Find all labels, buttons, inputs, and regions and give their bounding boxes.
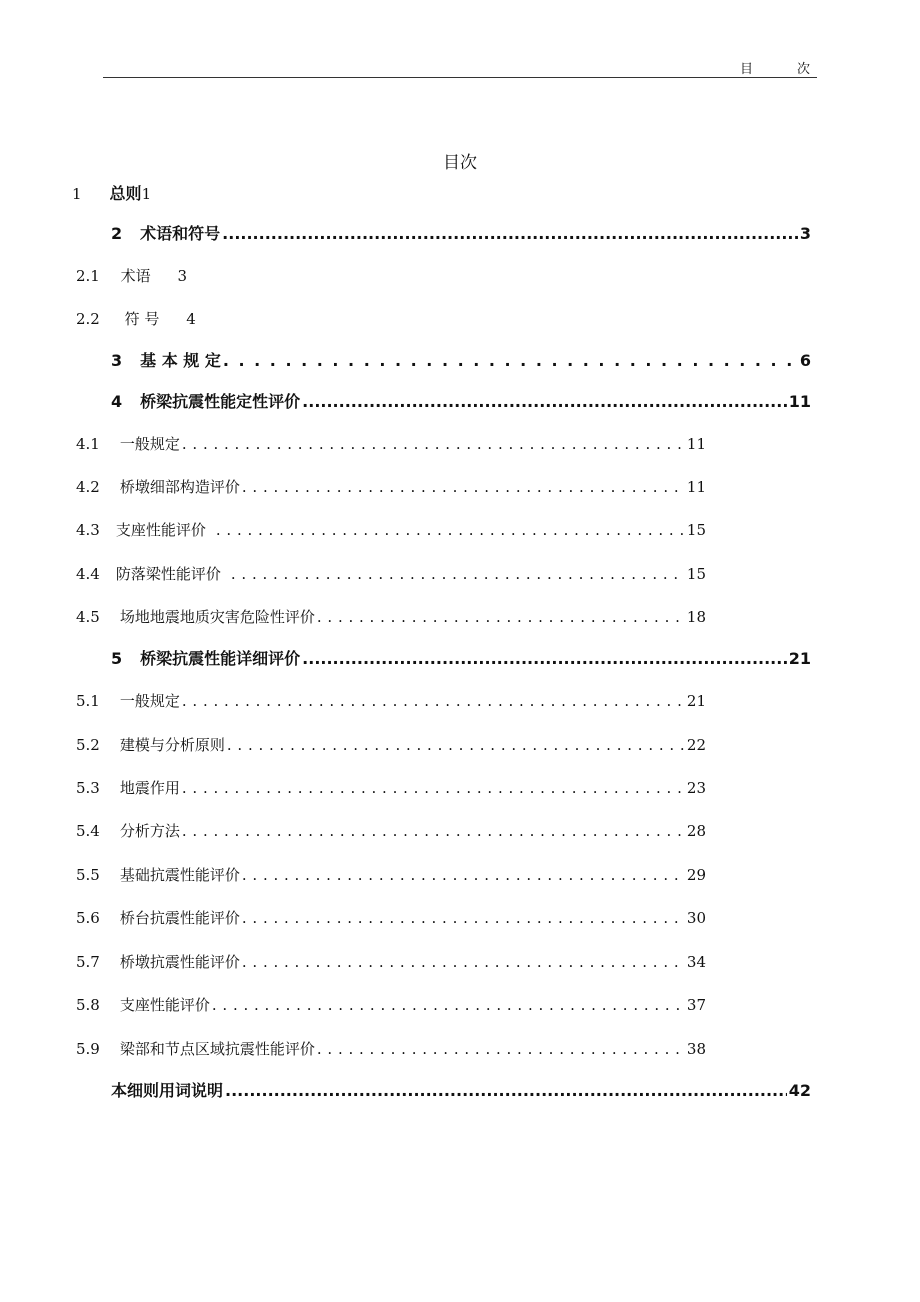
toc-entry-label: 建模与分析原则 (119, 736, 225, 754)
toc-entry-number: 4 (111, 392, 123, 411)
toc-entry-page: 1 (141, 185, 152, 203)
toc-entry-terms[interactable] (111, 1079, 811, 1103)
toc-entry-number: 3 (111, 351, 123, 370)
toc-entry-5-5[interactable] (76, 863, 706, 887)
running-header (740, 58, 810, 77)
toc-entry-label: 一般规定 (119, 435, 180, 453)
header-rule (103, 77, 817, 78)
toc-entry-number: 5.3 (76, 779, 100, 797)
toc-entry-label: 分析方法 (119, 822, 180, 840)
toc-entry-number: 4.1 (76, 435, 100, 453)
toc-entry-number: 4.2 (76, 478, 100, 496)
toc-entry-number: 2.2 (76, 310, 100, 328)
header-left: 目 (739, 62, 753, 77)
toc-entry-page: 23 (686, 779, 706, 797)
toc-entry-number: 5 (111, 649, 123, 668)
toc-entry-label: 术语 (120, 267, 151, 285)
toc-entry-label: 一般规定 (119, 692, 180, 710)
toc-entry-page: 4 (186, 310, 196, 328)
dot-leader (231, 562, 685, 586)
toc-entry-4-3[interactable] (76, 518, 706, 542)
toc-entry-number: 5.9 (76, 1040, 100, 1058)
dot-leader (227, 733, 685, 757)
toc-entry-page: 3 (799, 224, 811, 243)
toc-entry-label: 支座性能评价 (115, 521, 206, 539)
toc-entry-page: 18 (686, 608, 706, 626)
dot-leader (302, 647, 787, 671)
toc-entry-page: 22 (686, 736, 706, 754)
toc-entry-label: 桥梁抗震性能详细评价 (140, 649, 301, 668)
toc-entry-number: 5.2 (76, 736, 100, 754)
toc-entry-label: 桥梁抗震性能定性评价 (140, 392, 301, 411)
toc-entry-page: 3 (177, 267, 187, 285)
toc-entry-4-4[interactable] (76, 562, 706, 586)
dot-leader (222, 222, 798, 246)
dot-leader (242, 906, 685, 930)
toc-entry-label: 基础抗震性能评价 (119, 866, 240, 884)
toc-entry-2-2[interactable] (76, 307, 196, 331)
toc-entry-label: 术语和符号 (140, 224, 221, 243)
toc-entry-5-1[interactable] (76, 689, 706, 713)
toc-entry-label: 梁部和节点区域抗震性能评价 (119, 1040, 315, 1058)
toc-entry-number: 2 (111, 224, 123, 243)
toc-entry-number: 4.5 (76, 608, 100, 626)
toc-entry-page: 15 (686, 521, 706, 539)
toc-entry-5-8[interactable] (76, 993, 706, 1017)
dot-leader (182, 819, 685, 843)
toc-entry-page: 11 (686, 435, 706, 453)
toc-entry-label: 桥墩抗震性能评价 (119, 953, 240, 971)
toc-entry-label: 防落梁性能评价 (115, 565, 221, 583)
toc-entry-5-6[interactable] (76, 906, 706, 930)
toc-entry-number: 5.5 (76, 866, 100, 884)
toc-entry-number: 5.6 (76, 909, 100, 927)
toc-entry-label: 桥台抗震性能评价 (119, 909, 240, 927)
toc-entry-ch1[interactable] (72, 182, 151, 206)
dot-leader (317, 605, 685, 629)
toc-entry-page: 11 (686, 478, 706, 496)
dot-leader (225, 1079, 787, 1103)
toc-entry-page: 28 (686, 822, 706, 840)
toc-entry-page: 21 (788, 649, 811, 668)
toc-entry-4-2[interactable] (76, 475, 706, 499)
toc-entry-ch5[interactable] (111, 647, 811, 671)
dot-leader (242, 863, 685, 887)
toc-entry-page: 15 (686, 565, 706, 583)
toc-entry-page: 29 (686, 866, 706, 884)
toc-entry-label: 支座性能评价 (119, 996, 210, 1014)
toc-entry-label: 总则 (109, 184, 142, 203)
toc-entry-label: 本细则用词说明 (111, 1081, 224, 1100)
toc-entry-page: 11 (788, 392, 811, 411)
dot-leader (212, 993, 685, 1017)
toc-entry-label: 地震作用 (119, 779, 180, 797)
toc-entry-page: 34 (686, 953, 706, 971)
toc-title: 目次 (443, 153, 477, 173)
toc-entry-number: 5.8 (76, 996, 100, 1014)
toc-entry-page: 6 (799, 351, 811, 370)
toc-entry-2-1[interactable] (76, 264, 187, 288)
toc-entry-ch4[interactable] (111, 390, 811, 414)
toc-entry-page: 21 (686, 692, 706, 710)
toc-entry-page: 38 (686, 1040, 706, 1058)
toc-entry-number: 1 (72, 185, 82, 203)
toc-entry-label: 符 号 (124, 310, 160, 328)
toc-entry-page: 30 (686, 909, 706, 927)
toc-entry-number: 5.4 (76, 822, 100, 840)
dot-leader (317, 1037, 685, 1061)
toc-entry-number: 5.7 (76, 953, 100, 971)
toc-entry-number: 5.1 (76, 692, 100, 710)
toc-entry-number: 2.1 (76, 267, 100, 285)
toc-entry-5-9[interactable] (76, 1037, 706, 1061)
toc-entry-number: 4.3 (76, 521, 100, 539)
toc-entry-4-1[interactable] (76, 432, 706, 456)
dot-leader (242, 950, 685, 974)
dot-leader (223, 349, 798, 373)
toc-entry-label: 场地地震地质灾害危险性评价 (119, 608, 315, 626)
toc-entry-5-3[interactable] (76, 776, 706, 800)
toc-entry-page: 42 (788, 1081, 811, 1100)
toc-entry-5-2[interactable] (76, 733, 706, 757)
toc-entry-ch2[interactable] (111, 222, 811, 246)
toc-entry-number: 4.4 (76, 565, 100, 583)
toc-entry-5-4[interactable] (76, 819, 706, 843)
toc-entry-page: 37 (686, 996, 706, 1014)
toc-entry-label: 基 本 规 定 (140, 351, 221, 370)
header-right: 次 (796, 62, 810, 77)
dot-leader (182, 776, 685, 800)
toc-entry-4-5[interactable] (76, 605, 706, 629)
toc-entry-ch3[interactable] (111, 349, 811, 373)
dot-leader (182, 689, 685, 713)
toc-entry-label: 桥墩细部构造评价 (119, 478, 240, 496)
dot-leader (216, 518, 685, 542)
dot-leader (182, 432, 685, 456)
dot-leader (242, 475, 685, 499)
toc-entry-5-7[interactable] (76, 950, 706, 974)
dot-leader (302, 390, 787, 414)
